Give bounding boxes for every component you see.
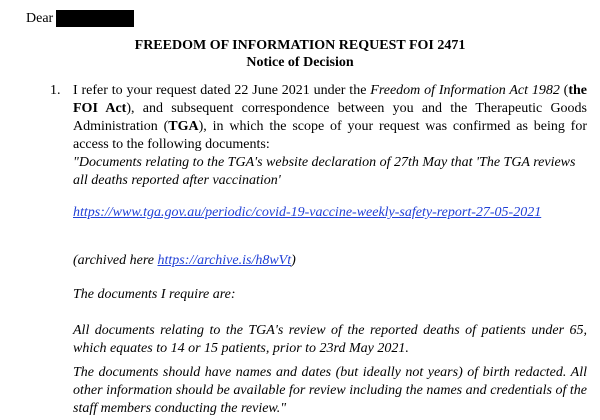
documents-required-line: The documents I require are:	[73, 287, 236, 302]
para-text-2: (	[559, 83, 569, 98]
paragraph-request-details	[73, 82, 587, 154]
archived-prefix: (archived here	[73, 253, 158, 268]
para-text-4: ), in which the scope of your request was confirmed as being for access to the following documents:	[73, 119, 588, 152]
act-name: Freedom of Information Act 1982	[370, 83, 560, 98]
para-text-3: ), and subsequent correspondence between you and the Therapeutic Goods Administration (	[73, 101, 587, 134]
request-title: FREEDOM OF INFORMATION REQUEST FOI 2471	[134, 38, 466, 53]
redaction-paragraph: The documents should have names and dates (but ideally not years) of birth redacted. All other information should be available for review including the names and credentials of the staff members conducting the review."	[73, 365, 587, 416]
archive-link[interactable]: https://archive.is/h8wVt	[157, 253, 292, 268]
tga-term: TGA	[168, 119, 199, 134]
item-number: 1.	[50, 83, 61, 98]
archived-line	[73, 252, 587, 270]
tga-report-link-line	[73, 204, 587, 222]
notice-title: Notice of Decision	[246, 55, 354, 70]
tga-report-link[interactable]: https://www.tga.gov.au/periodic/covid-19-vaccine-weekly-safety-report-27-05-2021	[73, 205, 542, 220]
quoted-request-text: "Documents relating to the TGA's website declaration of 27th May that 'The TGA reviews all deaths reported after vaccination'	[73, 155, 576, 188]
redacted-name-block	[56, 10, 134, 27]
foi-act-term: the FOI Act	[73, 83, 588, 116]
para-text-1: I refer to your request dated 22 June 2021 under the	[73, 83, 371, 98]
salutation-text: Dear	[26, 11, 54, 26]
all-documents-paragraph: All documents relating to the TGA's review of the reported deaths of patients under 65, which equates to 14 or 15 patients, prior to 23rd May 2021.	[73, 323, 587, 356]
salutation-line	[26, 10, 134, 28]
archived-suffix: )	[291, 253, 296, 268]
